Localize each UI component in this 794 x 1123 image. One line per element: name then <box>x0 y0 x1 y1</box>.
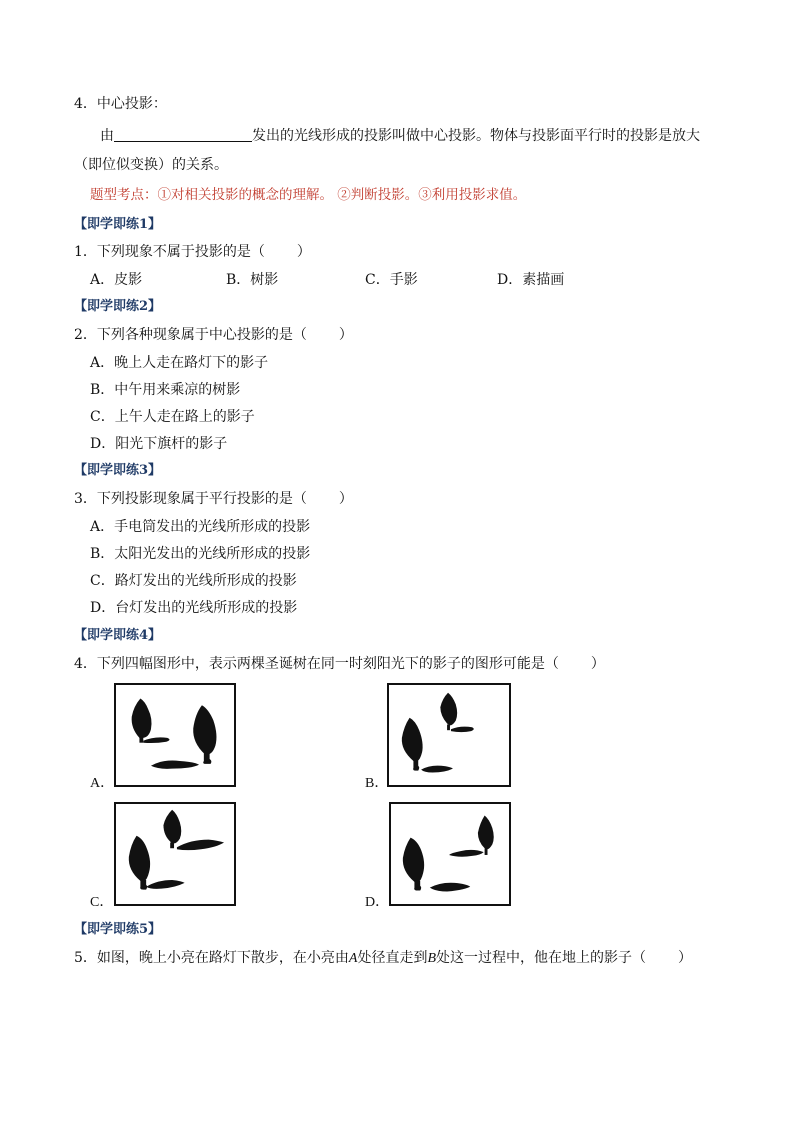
figure-b <box>387 683 511 787</box>
option-b[interactable]: B．树影 <box>226 272 279 288</box>
question-text: 1．下列现象不属于投影的是（ ） <box>74 244 311 260</box>
section-heading <box>74 94 167 114</box>
question-type-points: 题型考点：①对相关投影的概念的理解。 ②判断投影。③利用投影求值。 <box>90 187 527 203</box>
option-c[interactable]: C．上午人走在路上的影子 <box>90 409 255 425</box>
option-c[interactable]: C．路灯发出的光线所形成的投影 <box>90 573 297 589</box>
figure-label-d[interactable]: D． <box>365 895 390 910</box>
exercise-header: 【即学即练1】 <box>74 217 162 232</box>
tree-shadow-figure-icon <box>116 804 234 904</box>
option-c[interactable]: C．手影 <box>365 272 418 288</box>
option-a[interactable]: A．手电筒发出的光线所形成的投影 <box>90 519 311 535</box>
option-b[interactable]: B．太阳光发出的光线所形成的投影 <box>90 546 311 562</box>
figure-label-a[interactable]: A． <box>90 776 115 791</box>
figure-a <box>114 683 236 787</box>
option-b[interactable]: B．中午用来乘凉的树影 <box>90 382 241 398</box>
exercise-header: 【即学即练4】 <box>74 628 162 643</box>
option-a[interactable]: A．晚上人走在路灯下的影子 <box>90 355 269 371</box>
option-d[interactable]: D．阳光下旗杆的影子 <box>90 436 228 452</box>
question-text: 4．下列四幅图形中，表示两棵圣诞树在同一时刻阳光下的影子的图形可能是（ ） <box>74 656 605 672</box>
option-d[interactable]: D．台灯发出的光线所形成的投影 <box>90 600 298 616</box>
figure-c <box>114 802 236 906</box>
point-b-label: B <box>427 951 437 966</box>
option-d[interactable]: D．素描画 <box>497 272 565 288</box>
tree-shadow-figure-icon <box>116 685 234 785</box>
figure-d <box>389 802 511 906</box>
question-text: 5．如图，晚上小亮在路灯下散步，在小亮由A处径直走到B处这一过程中，他在地上的影子（ ） <box>74 950 693 966</box>
exercise-header: 【即学即练5】 <box>74 922 162 937</box>
question-text: 2．下列各种现象属于中心投影的是（ ） <box>74 327 353 343</box>
option-a[interactable]: A．皮影 <box>90 272 143 288</box>
tree-shadow-figure-icon <box>391 804 509 904</box>
figure-label-c[interactable]: C． <box>90 895 114 910</box>
definition-text: 发出的光线形成的投影叫做中心投影。物体与投影面平行时的投影是放大 <box>252 128 700 144</box>
definition-prefix: 由 <box>100 128 114 144</box>
definition-line-1 <box>100 126 700 146</box>
figure-label-b[interactable]: B． <box>365 776 389 791</box>
exercise-header: 【即学即练2】 <box>74 299 162 314</box>
exercise-header: 【即学即练3】 <box>74 463 162 478</box>
point-a-label: A <box>348 951 358 966</box>
definition-line-2: （即位似变换）的关系。 <box>74 157 228 173</box>
section-title: 中心投影： <box>96 96 167 112</box>
fill-in-blank[interactable] <box>114 127 252 142</box>
section-number: 4． <box>74 96 97 112</box>
question-text: 3．下列投影现象属于平行投影的是（ ） <box>74 491 353 507</box>
tree-shadow-figure-icon <box>389 685 509 785</box>
